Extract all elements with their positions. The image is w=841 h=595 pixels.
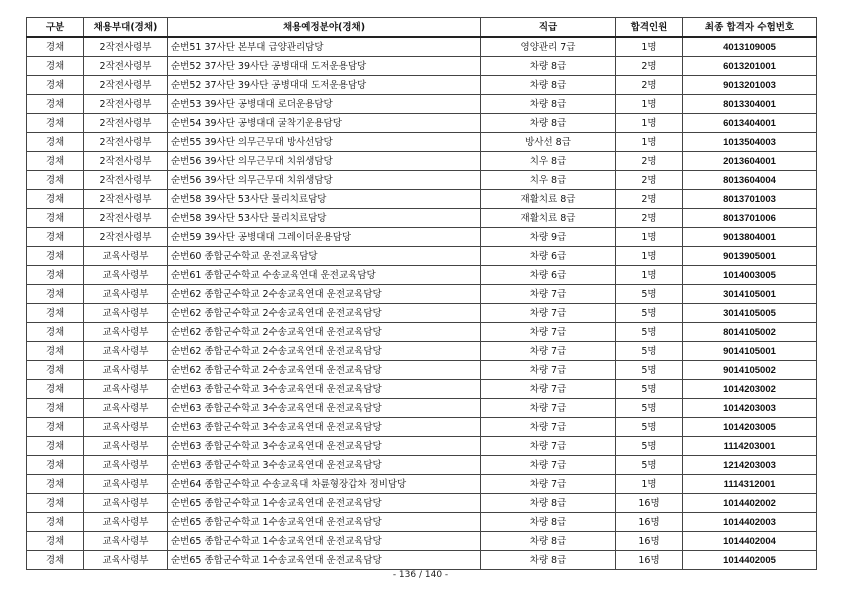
cell-grade: 차량 7급	[481, 475, 616, 494]
cell-field: 순번65 종합군수학교 1수송교육연대 운전교육담당	[168, 551, 481, 570]
cell-count: 5명	[616, 323, 683, 342]
cell-grade: 차량 8급	[481, 76, 616, 95]
cell-grade: 차량 8급	[481, 494, 616, 513]
cell-count: 5명	[616, 418, 683, 437]
cell-exam-number: 9013905001	[683, 247, 817, 266]
cell-type: 경채	[27, 190, 84, 209]
cell-exam-number: 1214203003	[683, 456, 817, 475]
cell-grade: 차량 7급	[481, 285, 616, 304]
cell-type: 경채	[27, 37, 84, 57]
cell-unit: 2작전사령부	[84, 57, 168, 76]
cell-unit: 교육사령부	[84, 418, 168, 437]
cell-count: 16명	[616, 551, 683, 570]
table-row	[27, 532, 817, 551]
cell-exam-number: 8013701006	[683, 209, 817, 228]
cell-count: 5명	[616, 304, 683, 323]
table-row	[27, 209, 817, 228]
col-header-unit: 채용부대(경채)	[84, 18, 168, 38]
table-row	[27, 551, 817, 570]
cell-unit: 교육사령부	[84, 247, 168, 266]
cell-field: 순번64 종합군수학교 수송교육대 차륜형장갑차 정비담당	[168, 475, 481, 494]
table-row	[27, 266, 817, 285]
cell-field: 순번53 39사단 공병대대 로더운용담당	[168, 95, 481, 114]
cell-exam-number: 2013604001	[683, 152, 817, 171]
table-row	[27, 342, 817, 361]
cell-field: 순번65 종합군수학교 1수송교육연대 운전교육담당	[168, 513, 481, 532]
cell-unit: 교육사령부	[84, 285, 168, 304]
cell-type: 경채	[27, 76, 84, 95]
cell-grade: 차량 7급	[481, 380, 616, 399]
table-row	[27, 399, 817, 418]
cell-count: 2명	[616, 152, 683, 171]
cell-count: 1명	[616, 133, 683, 152]
cell-unit: 교육사령부	[84, 361, 168, 380]
cell-unit: 2작전사령부	[84, 171, 168, 190]
cell-field: 순번51 37사단 본부대 급양관리담당	[168, 37, 481, 57]
cell-grade: 치우 8급	[481, 152, 616, 171]
cell-type: 경채	[27, 95, 84, 114]
cell-field: 순번62 종합군수학교 2수송교육연대 운전교육담당	[168, 323, 481, 342]
cell-count: 5명	[616, 361, 683, 380]
table-body	[27, 37, 817, 570]
cell-type: 경채	[27, 152, 84, 171]
cell-unit: 교육사령부	[84, 475, 168, 494]
cell-exam-number: 9013804001	[683, 228, 817, 247]
cell-type: 경채	[27, 399, 84, 418]
cell-field: 순번63 종합군수학교 3수송교육연대 운전교육담당	[168, 380, 481, 399]
cell-field: 순번62 종합군수학교 2수송교육연대 운전교육담당	[168, 342, 481, 361]
cell-exam-number: 1014203003	[683, 399, 817, 418]
table-row	[27, 114, 817, 133]
cell-grade: 차량 7급	[481, 342, 616, 361]
col-header-field: 채용예정분야(경채)	[168, 18, 481, 38]
cell-type: 경채	[27, 494, 84, 513]
cell-grade: 차량 8급	[481, 551, 616, 570]
cell-unit: 교육사령부	[84, 456, 168, 475]
cell-unit: 2작전사령부	[84, 152, 168, 171]
cell-exam-number: 1014203002	[683, 380, 817, 399]
cell-exam-number: 9014105001	[683, 342, 817, 361]
cell-field: 순번56 39사단 의무근무대 치위생담당	[168, 152, 481, 171]
cell-field: 순번65 종합군수학교 1수송교육연대 운전교육담당	[168, 494, 481, 513]
cell-grade: 치우 8급	[481, 171, 616, 190]
cell-exam-number: 9013201003	[683, 76, 817, 95]
cell-count: 5명	[616, 437, 683, 456]
table-row	[27, 247, 817, 266]
cell-count: 5명	[616, 380, 683, 399]
cell-exam-number: 4013109005	[683, 37, 817, 57]
cell-unit: 교육사령부	[84, 304, 168, 323]
cell-count: 1명	[616, 37, 683, 57]
cell-exam-number: 8013304001	[683, 95, 817, 114]
cell-type: 경채	[27, 551, 84, 570]
cell-count: 5명	[616, 399, 683, 418]
cell-type: 경채	[27, 266, 84, 285]
col-header-type: 구분	[27, 18, 84, 38]
table-row	[27, 456, 817, 475]
cell-field: 순번63 종합군수학교 3수송교육연대 운전교육담당	[168, 456, 481, 475]
cell-type: 경채	[27, 456, 84, 475]
cell-type: 경채	[27, 342, 84, 361]
cell-unit: 교육사령부	[84, 399, 168, 418]
cell-exam-number: 3014105005	[683, 304, 817, 323]
cell-grade: 차량 7급	[481, 361, 616, 380]
cell-grade: 차량 8급	[481, 95, 616, 114]
cell-count: 1명	[616, 95, 683, 114]
cell-field: 순번62 종합군수학교 2수송교육연대 운전교육담당	[168, 285, 481, 304]
cell-field: 순번52 37사단 39사단 공병대대 도저운용담당	[168, 76, 481, 95]
cell-grade: 차량 7급	[481, 456, 616, 475]
cell-grade: 차량 9급	[481, 228, 616, 247]
cell-field: 순번63 종합군수학교 3수송교육연대 운전교육담당	[168, 437, 481, 456]
cell-unit: 2작전사령부	[84, 95, 168, 114]
cell-type: 경채	[27, 114, 84, 133]
cell-type: 경채	[27, 57, 84, 76]
cell-field: 순번65 종합군수학교 1수송교육연대 운전교육담당	[168, 532, 481, 551]
cell-count: 2명	[616, 57, 683, 76]
cell-count: 2명	[616, 209, 683, 228]
table-row	[27, 380, 817, 399]
table-row	[27, 76, 817, 95]
table-row	[27, 57, 817, 76]
cell-exam-number: 6013404001	[683, 114, 817, 133]
cell-exam-number: 1014402002	[683, 494, 817, 513]
cell-type: 경채	[27, 532, 84, 551]
cell-exam-number: 1014203005	[683, 418, 817, 437]
cell-count: 1명	[616, 228, 683, 247]
cell-type: 경채	[27, 285, 84, 304]
cell-grade: 차량 7급	[481, 437, 616, 456]
cell-count: 2명	[616, 171, 683, 190]
cell-type: 경채	[27, 361, 84, 380]
cell-exam-number: 8013604004	[683, 171, 817, 190]
col-header-count: 합격인원	[616, 18, 683, 38]
cell-unit: 2작전사령부	[84, 133, 168, 152]
cell-exam-number: 3014105001	[683, 285, 817, 304]
cell-unit: 교육사령부	[84, 380, 168, 399]
table-row	[27, 285, 817, 304]
cell-field: 순번55 39사단 의무근무대 방사선담당	[168, 133, 481, 152]
cell-count: 1명	[616, 247, 683, 266]
cell-unit: 교육사령부	[84, 551, 168, 570]
cell-exam-number: 9014105002	[683, 361, 817, 380]
cell-grade: 차량 7급	[481, 399, 616, 418]
cell-grade: 재활치료 8급	[481, 190, 616, 209]
col-header-grade: 직급	[481, 18, 616, 38]
cell-field: 순번63 종합군수학교 3수송교육연대 운전교육담당	[168, 418, 481, 437]
cell-unit: 교육사령부	[84, 494, 168, 513]
table-row	[27, 152, 817, 171]
cell-unit: 2작전사령부	[84, 37, 168, 57]
cell-grade: 차량 6급	[481, 266, 616, 285]
cell-count: 16명	[616, 513, 683, 532]
cell-count: 2명	[616, 76, 683, 95]
cell-field: 순번59 39사단 공병대대 그레이더운용담당	[168, 228, 481, 247]
cell-exam-number: 1014003005	[683, 266, 817, 285]
cell-count: 1명	[616, 475, 683, 494]
cell-type: 경채	[27, 513, 84, 532]
table-row	[27, 513, 817, 532]
table-row	[27, 494, 817, 513]
table-row	[27, 323, 817, 342]
cell-type: 경채	[27, 380, 84, 399]
page-number: - 136 / 140 -	[392, 570, 449, 580]
table-row	[27, 171, 817, 190]
cell-field: 순번58 39사단 53사단 물리치료담당	[168, 190, 481, 209]
cell-count: 5명	[616, 456, 683, 475]
cell-grade: 차량 6급	[481, 247, 616, 266]
cell-field: 순번63 종합군수학교 3수송교육연대 운전교육담당	[168, 399, 481, 418]
table-row	[27, 95, 817, 114]
cell-type: 경채	[27, 247, 84, 266]
cell-unit: 교육사령부	[84, 266, 168, 285]
cell-type: 경채	[27, 304, 84, 323]
cell-type: 경채	[27, 133, 84, 152]
cell-unit: 2작전사령부	[84, 190, 168, 209]
cell-exam-number: 8013701003	[683, 190, 817, 209]
cell-field: 순번52 37사단 39사단 공병대대 도저운용담당	[168, 57, 481, 76]
cell-grade: 차량 8급	[481, 114, 616, 133]
cell-exam-number: 1114203001	[683, 437, 817, 456]
cell-grade: 차량 8급	[481, 513, 616, 532]
cell-unit: 2작전사령부	[84, 114, 168, 133]
cell-field: 순번62 종합군수학교 2수송교육연대 운전교육담당	[168, 304, 481, 323]
cell-count: 16명	[616, 532, 683, 551]
cell-unit: 2작전사령부	[84, 76, 168, 95]
cell-grade: 차량 8급	[481, 532, 616, 551]
cell-count: 5명	[616, 285, 683, 304]
cell-exam-number: 6013201001	[683, 57, 817, 76]
cell-grade: 차량 7급	[481, 304, 616, 323]
cell-grade: 차량 8급	[481, 57, 616, 76]
table-row	[27, 437, 817, 456]
table-row	[27, 418, 817, 437]
cell-type: 경채	[27, 228, 84, 247]
cell-grade: 영양관리 7급	[481, 37, 616, 57]
cell-exam-number: 1014402005	[683, 551, 817, 570]
cell-exam-number: 1114312001	[683, 475, 817, 494]
cell-unit: 2작전사령부	[84, 228, 168, 247]
cell-field: 순번61 종합군수학교 수송교육연대 운전교육담당	[168, 266, 481, 285]
table-row	[27, 475, 817, 494]
cell-exam-number: 1014402003	[683, 513, 817, 532]
cell-grade: 차량 7급	[481, 418, 616, 437]
cell-count: 16명	[616, 494, 683, 513]
table-row	[27, 37, 817, 57]
table-row	[27, 228, 817, 247]
cell-unit: 교육사령부	[84, 437, 168, 456]
table-row	[27, 304, 817, 323]
cell-count: 1명	[616, 266, 683, 285]
cell-exam-number: 1014402004	[683, 532, 817, 551]
cell-unit: 교육사령부	[84, 342, 168, 361]
cell-unit: 교육사령부	[84, 532, 168, 551]
cell-grade: 방사선 8급	[481, 133, 616, 152]
cell-grade: 차량 7급	[481, 323, 616, 342]
table-row	[27, 190, 817, 209]
header-row	[27, 18, 817, 38]
cell-exam-number: 8014105002	[683, 323, 817, 342]
cell-field: 순번54 39사단 공병대대 굴착기운용담당	[168, 114, 481, 133]
table-row	[27, 361, 817, 380]
cell-field: 순번56 39사단 의무근무대 치위생담당	[168, 171, 481, 190]
results-table	[26, 17, 817, 570]
cell-unit: 2작전사령부	[84, 209, 168, 228]
table-row	[27, 133, 817, 152]
cell-type: 경채	[27, 323, 84, 342]
cell-unit: 교육사령부	[84, 323, 168, 342]
cell-count: 5명	[616, 342, 683, 361]
cell-field: 순번62 종합군수학교 2수송교육연대 운전교육담당	[168, 361, 481, 380]
cell-unit: 교육사령부	[84, 513, 168, 532]
cell-type: 경채	[27, 209, 84, 228]
cell-type: 경채	[27, 475, 84, 494]
col-header-exam-number: 최종 합격자 수험번호	[683, 18, 817, 38]
cell-count: 2명	[616, 190, 683, 209]
cell-type: 경채	[27, 437, 84, 456]
cell-exam-number: 1013504003	[683, 133, 817, 152]
cell-type: 경채	[27, 418, 84, 437]
cell-count: 1명	[616, 114, 683, 133]
cell-grade: 재활치료 8급	[481, 209, 616, 228]
cell-type: 경채	[27, 171, 84, 190]
cell-field: 순번58 39사단 53사단 물리치료담당	[168, 209, 481, 228]
cell-field: 순번60 종합군수학교 운전교육담당	[168, 247, 481, 266]
